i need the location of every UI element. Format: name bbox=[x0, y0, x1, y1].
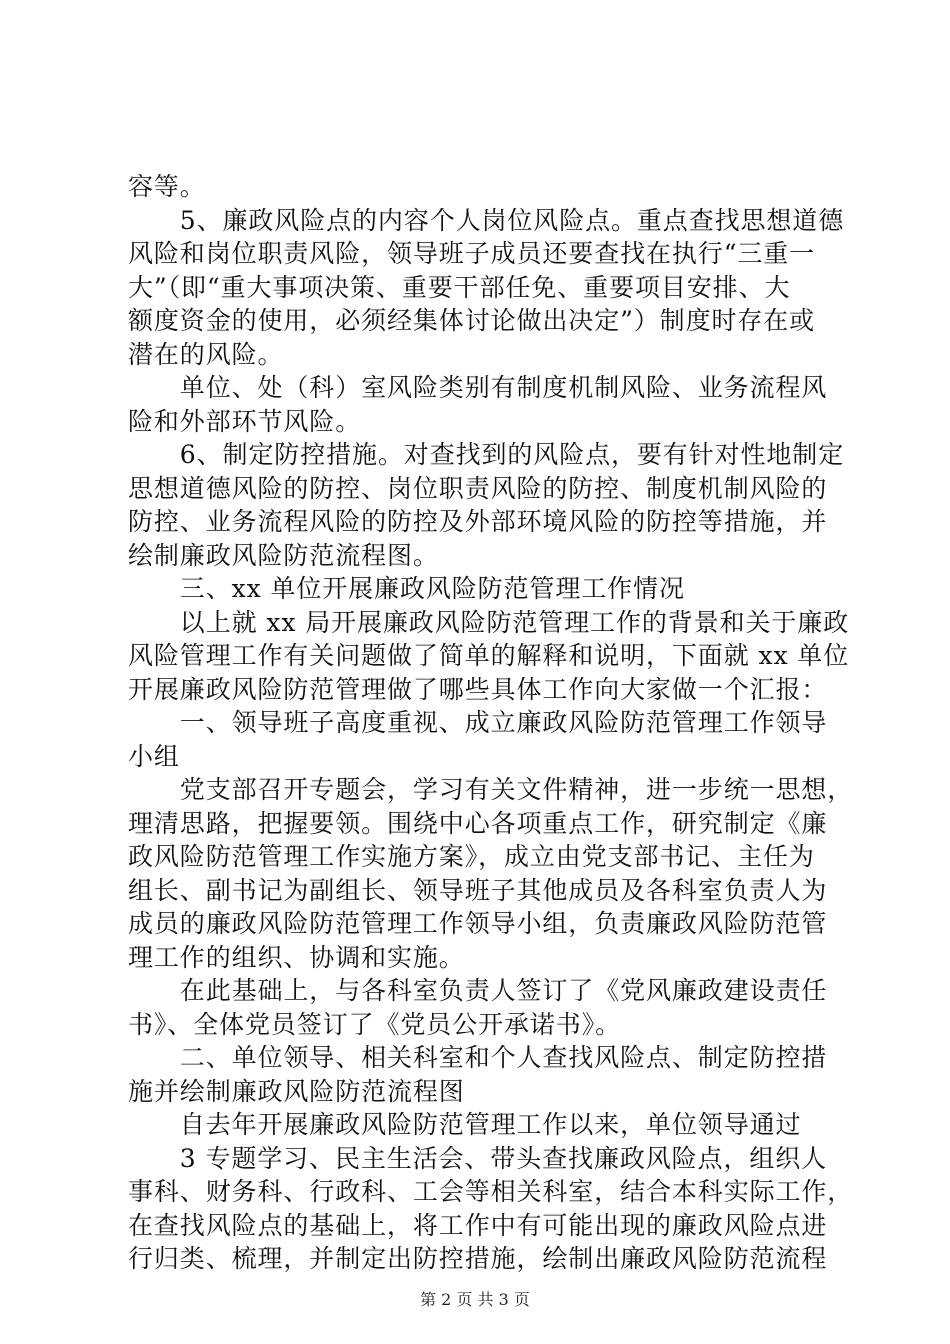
text-line: 单位、处（科）室风险类别有制度机制风险、业务流程风 bbox=[128, 373, 828, 402]
text-line: 潜在的风险。 bbox=[128, 339, 284, 369]
text-line: 在此基础上，与各科室负责人签订了《党风廉政建设责任 bbox=[128, 976, 828, 1005]
text-line: 风险管理工作有关问题做了简单的解释和说明，下面就 xx 单位 bbox=[128, 641, 850, 670]
text-line: 3 专题学习、民主生活会、带头查找廉政风险点，组织人 bbox=[128, 1143, 828, 1173]
text-line: 政风险防范管理工作实施方案》，成立由党支部书记、主任为 bbox=[128, 842, 815, 871]
text-line: 党支部召开专题会，学习有关文件精神，进一步统一思想， bbox=[128, 775, 854, 804]
text-line: 事科、财务科、行政科、工会等相关科室，结合本科实际工作， bbox=[128, 1177, 854, 1206]
text-line: 防控、业务流程风险的防控及外部环境风险的防控等措施，并 bbox=[128, 507, 828, 536]
page-number: 第 2 页 共 3 页 bbox=[420, 1290, 530, 1309]
text-line: 大”（即“重大事项决策、重要干部任免、重要项目安排、大 bbox=[128, 272, 791, 302]
section-heading: 小组 bbox=[128, 741, 180, 771]
text-line: 额度资金的使用，必须经集体讨论做出决定”）制度时存在或 bbox=[128, 306, 816, 335]
text-line: 思想道德风险的防控、岗位职责风险的防控、制度机制风险的 bbox=[128, 473, 828, 503]
text-line: 自去年开展廉政风险防范管理工作以来，单位领导通过 bbox=[128, 1110, 802, 1139]
text-line: 6、制定防控措施。对查找到的风险点，要有针对性地制定 bbox=[128, 440, 845, 469]
text-line: 组长、副书记为副组长、领导班子其他成员及各科室负责人为 bbox=[128, 875, 828, 905]
section-heading: 一、领导班子高度重视、成立廉政风险防范管理工作领导 bbox=[128, 708, 828, 737]
section-heading: 施并绘制廉政风险防范流程图 bbox=[128, 1076, 465, 1106]
text-line: 成员的廉政风险防范管理工作领导小组，负责廉政风险防范管 bbox=[128, 909, 828, 938]
text-line: 5、廉政风险点的内容个人岗位风险点。重点查找思想道德 bbox=[128, 205, 845, 235]
text-line: 开展廉政风险防范管理做了哪些具体工作向大家做一个汇报： bbox=[128, 674, 828, 704]
section-heading: 二、单位领导、相关科室和个人查找风险点、制定防控措 bbox=[128, 1043, 828, 1072]
text-line: 以上就 xx 局开展廉政风险防范管理工作的背景和关于廉政 bbox=[128, 607, 850, 637]
text-line: 理清思路，把握要领。围绕中心各项重点工作，研究制定《廉 bbox=[128, 808, 828, 838]
text-line: 理工作的组织、协调和实施。 bbox=[128, 942, 465, 972]
text-line: 在查找风险点的基础上，将工作中有可能出现的廉政风险点进 bbox=[128, 1210, 828, 1240]
text-line: 书》、全体党员签订了《党员公开承诺书》。 bbox=[128, 1009, 622, 1039]
section-heading: 三、xx 单位开展廉政风险防范管理工作情况 bbox=[128, 574, 685, 603]
text-line: 容等。 bbox=[128, 172, 206, 201]
text-line: 险和外部环节风险。 bbox=[128, 406, 362, 436]
text-line: 风险和岗位职责风险，领导班子成员还要查找在执行“三重一 bbox=[128, 239, 816, 268]
text-line: 绘制廉政风险防范流程图。 bbox=[128, 540, 439, 570]
text-line: 行归类、梳理，并制定出防控措施，绘制出廉政风险防范流程 bbox=[128, 1244, 828, 1273]
